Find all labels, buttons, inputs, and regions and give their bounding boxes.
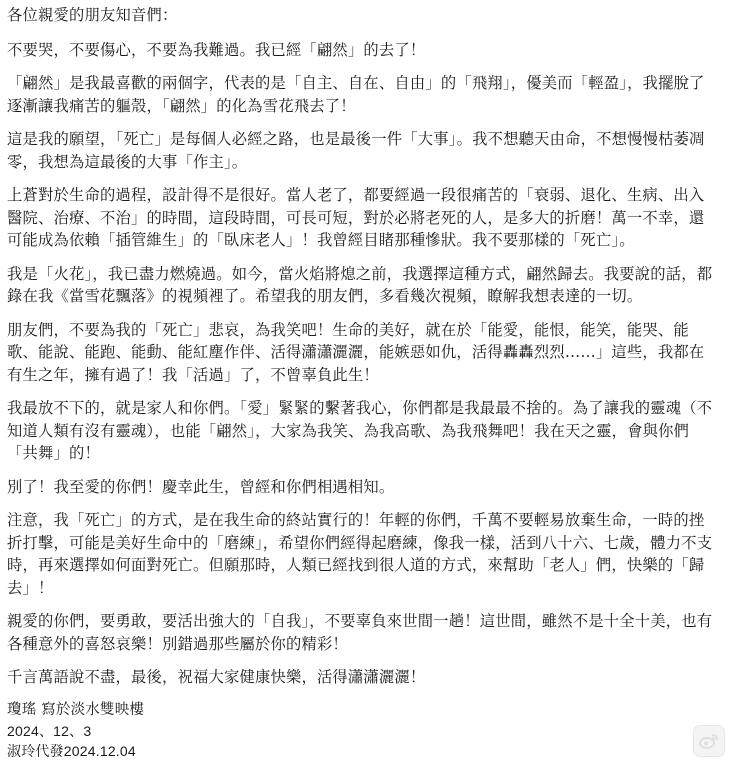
weibo-watermark: [595, 724, 725, 758]
letter-paragraph: 親愛的你們，要勇敢，要活出強大的「自我」，不要辜負來世間一趟！這世間，雖然不是十全十美，也有各種意外的喜怒哀樂！別錯過那些屬於你的精彩！: [7, 612, 713, 653]
letter-signature: 瓊瑤 寫於淡水雙映樓: [7, 701, 145, 718]
letter-greeting: 各位親愛的朋友知音們：: [7, 6, 178, 24]
letter-paragraph: 別了！我至愛的你們！慶幸此生，曾經和你們相遇相知。: [7, 477, 395, 496]
letter-paragraph: 注意，我「死亡」的方式，是在我生命的終站實行的！年輕的你們，千萬不要輕易放棄生命，一時的挫折打擊，可能是美好生命中的「磨練」，希望你們經得起磨練，像我一樣，活到八十六、七歲，體力不支時，再來選擇如何面對死亡。但願那時，人類已經找到很人道的方式，來幫助「老人」們，快樂的「歸去」！: [7, 511, 713, 597]
letter-paragraph: 這是我的願望，「死亡」是每個人必經之路，也是最後一件「大事」。我不想聽天由命，不想慢慢枯萎凋零，我想為這最後的大事「作主」。: [7, 130, 705, 171]
letter-paragraph: 我最放不下的，就是家人和你們。「愛」緊緊的繫著我心，你們都是我最最不捨的。為了讓我的靈魂（不知道人類有沒有靈魂），也能「翩然」，大家為我笑、為我高歌、為我飛舞吧！我在天之靈，會與你們「共舞」的！: [7, 399, 713, 462]
letter-body: [7, 4, 719, 761]
letter-paragraph: 我是「火花」，我已盡力燃燒過。如今，當火焰將熄之前，我選擇這種方式，翩然歸去。我要說的話，都錄在我《當雪花飄落》的視頻裡了。希望我的朋友們，多看幾次視頻，瞭解我想表達的一切。: [7, 264, 713, 305]
letter-paragraph: 「翩然」是我最喜歡的兩個字，代表的是「自主、自在、自由」的「飛翔」，優美而「輕盈」，我擺脫了逐漸讓我痛苦的軀殼，「翩然」的化為雪花飛去了！: [7, 74, 705, 115]
letter-paragraph: 不要哭，不要傷心，不要為我難過。我已經「翩然」的去了！: [7, 40, 426, 59]
letter-paragraph: 上蒼對於生命的過程，設計得不是很好。當人老了，都要經過一段很痛苦的「衰弱、退化、生病、出入醫院、治療、不治」的時間，這段時間，可長可短，對於必將老死的人，是多大的折磨！萬一不幸，還可能成為依賴「插管維生」的「臥床老人」！我曾經目睹那種慘狀。我不要那樣的「死亡」。: [7, 186, 705, 249]
posted-by-line: 淑玲代發2024.12.04: [7, 742, 136, 759]
letter-paragraph: 朋友們，不要為我的「死亡」悲哀，為我笑吧！生命的美好，就在於「能愛，能恨，能笑，能哭、能歌、能說、能跑、能動、能紅塵作伴、活得瀟瀟灑灑，能嫉惡如仇，活得轟轟烈烈……」這些，我都在有生之年，擁有過了！我「活過」了，不曾辜負此生！: [7, 320, 705, 384]
letter-paragraph: 千言萬語說不盡，最後，祝福大家健康快樂，活得瀟瀟灑灑！: [7, 668, 426, 686]
weibo-watermark-icon: [693, 725, 725, 757]
letter-date: 2024、12、3: [7, 722, 92, 739]
